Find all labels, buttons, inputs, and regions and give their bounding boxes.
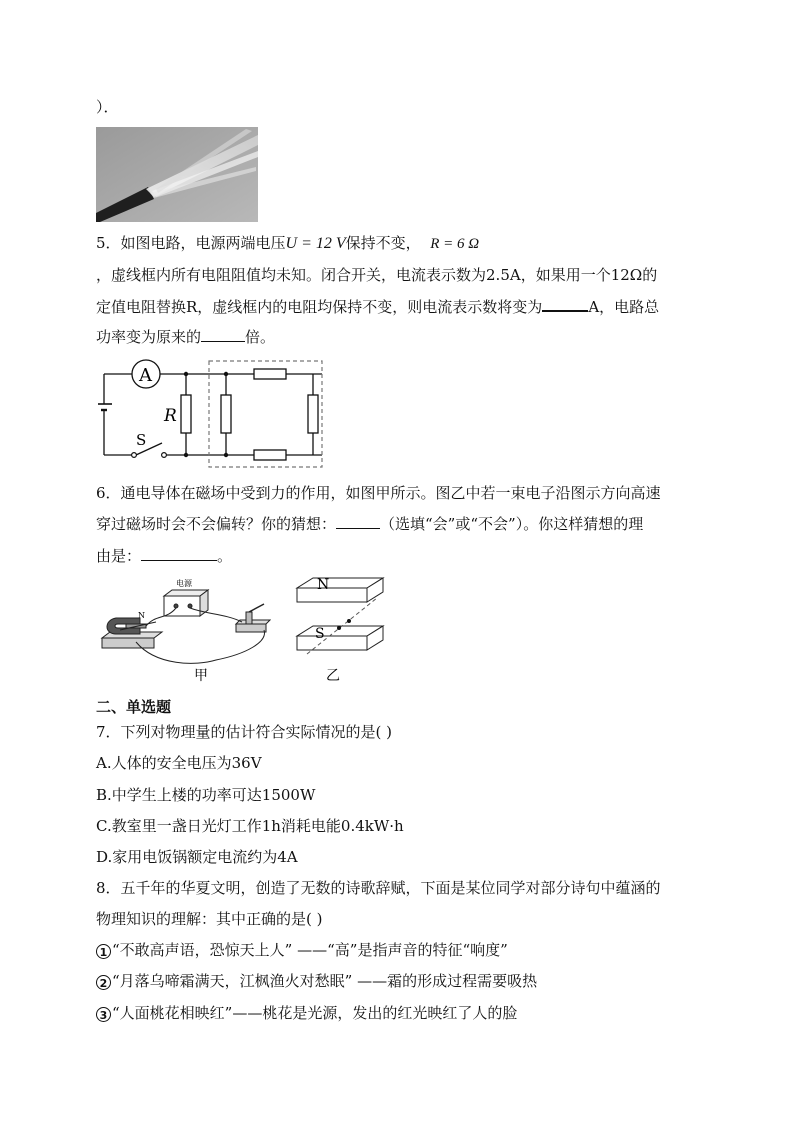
q5-line2: ，虚线框内所有电阻阻值均未知。闭合开关，电流表示数为2.5A，如果用一个12Ω的 xyxy=(96,266,658,284)
caption-jia: 甲 xyxy=(194,668,208,684)
section-heading: 二、单选题 xyxy=(96,698,172,716)
resistor-label: R xyxy=(164,406,177,426)
circuit-diagram xyxy=(96,358,328,470)
q6-line1: 6．通电导体在磁场中受到力的作用，如图甲所示。图乙中若一束电子沿图示方向高速 xyxy=(96,484,661,502)
q8-item-1: 1 “不敢高声语，恐惊天上人” ——“高”是指声音的特征“响度” xyxy=(96,940,508,960)
pole-n-label-yi: N xyxy=(317,577,330,593)
power-label: 电源 xyxy=(176,579,192,588)
voltage-formula: U = 12 V xyxy=(285,235,346,252)
q6-answer-blank-2[interactable] xyxy=(141,546,217,561)
q5-line1: 5．如图电路，电源两端电压U = 12 V保持不变， R = 6 Ω xyxy=(96,234,480,252)
q8-line1: 8．五千年的华夏文明，创造了无数的诗歌辞赋，下面是某位同学对部分诗句中蕴涵的 xyxy=(96,879,661,897)
q8-item-2: 2 “月落乌啼霜满天，江枫渔火对愁眠” ——霜的形成过程需要吸热 xyxy=(96,971,537,991)
switch-label: S xyxy=(136,431,147,449)
q7-option-c[interactable]: C.教室里一盏日光灯工作1h消耗电能0.4kW·h xyxy=(96,817,404,835)
figure-jia xyxy=(96,574,271,686)
wire-photo xyxy=(96,127,258,222)
q6-line2: 穿过磁场时会不会偏转？你的猜想： （选填“会”或“不会”）。你这样猜想的理 xyxy=(96,515,644,533)
q5-answer-blank-1[interactable] xyxy=(542,296,588,312)
pole-s-label-yi: S xyxy=(315,626,325,642)
circled-number-2: 2 xyxy=(96,975,111,990)
q6-answer-blank-1[interactable] xyxy=(336,514,380,529)
question4-tail: ）． xyxy=(96,98,119,116)
circled-number-1: 1 xyxy=(96,944,111,959)
q8-item-3: 3 “人面桃花相映红”——桃花是光源，发出的红光映红了人的脸 xyxy=(96,1003,517,1023)
circled-number-3: 3 xyxy=(96,1007,111,1022)
q7-option-a[interactable]: A.人体的安全电压为36V xyxy=(96,754,262,772)
pole-n-label-jia: N xyxy=(138,611,145,620)
q6-line3: 由是： 。 xyxy=(96,547,233,565)
q8-line2: 物理知识的理解：其中正确的是( ) xyxy=(96,910,323,928)
q7-option-d[interactable]: D.家用电饭锅额定电流约为4A xyxy=(96,848,298,866)
q7-option-b[interactable]: B.中学生上楼的功率可达1500W xyxy=(96,786,316,804)
resistance-formula: R = 6 Ω xyxy=(430,236,480,252)
q7-stem: 7．下列对物理量的估计符合实际情况的是( ) xyxy=(96,723,393,741)
q5-line4: 功率变为原来的 倍。 xyxy=(96,328,276,346)
q5-answer-blank-2[interactable] xyxy=(201,327,245,342)
caption-yi: 乙 xyxy=(326,668,340,684)
figure-yi xyxy=(293,574,393,686)
q5-line3: 定值电阻替换R，虚线框内的电阻均保持不变，则电流表示数将变为 A，电路总 xyxy=(96,298,660,316)
ammeter-label: A xyxy=(139,365,152,386)
